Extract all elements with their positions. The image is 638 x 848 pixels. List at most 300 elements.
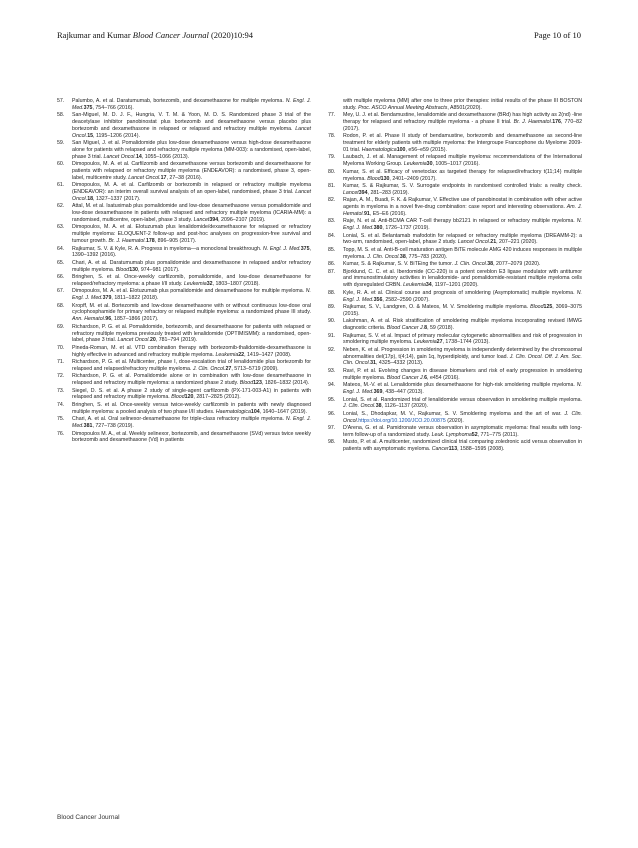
reference-number: 97. xyxy=(328,425,336,432)
reference-text xyxy=(343,439,582,453)
reference-body: Palumbo, A. et al. Daratumumab, bortezomib, and dexamethasone for multiple myeloma. xyxy=(72,98,286,104)
reference-item xyxy=(328,247,582,261)
reference-body: with multiple myeloma (MM) after one to three prior therapies: initial results of the phase III BOSTON study. xyxy=(343,98,582,111)
reference-text xyxy=(343,318,582,332)
reference-item xyxy=(328,154,582,168)
reference-pages: , 2817–2825 (2012). xyxy=(193,394,241,401)
reference-number: 61. xyxy=(57,182,65,189)
reference-journal: J. Clin. Oncol. xyxy=(192,365,226,372)
reference-volume: 113 xyxy=(448,446,458,453)
reference-body: Kumar, S. et al. Efficacy of venetoclax as targeted therapy for relapsed/refractory t(11;14) multiple myeloma. xyxy=(343,168,582,182)
reference-journal: Lancet Oncol. xyxy=(72,125,311,139)
reference-item xyxy=(57,182,311,202)
reference-number: 64. xyxy=(57,245,65,252)
reference-pages: , 2096–2107 (2019). xyxy=(218,216,266,223)
reference-text xyxy=(72,402,311,416)
reference-text xyxy=(343,382,582,396)
reference-number: 80. xyxy=(328,168,336,175)
reference-volume: 369 xyxy=(373,389,383,396)
reference-journal: Ann. Hematol. xyxy=(72,316,106,323)
reference-text xyxy=(343,112,582,132)
reference-journal: Blood Cancer J. xyxy=(386,374,425,381)
reference-volume: 104 xyxy=(250,408,260,415)
reference-item xyxy=(328,133,582,153)
reference-pages: , e454 (2016). xyxy=(427,374,460,381)
reference-volume: 379 xyxy=(102,295,112,302)
reference-body: Rodon, P. et al. Phase II study of bendamustine, bortezomib and dexamethasone as second-line treatment for elderly patients with multiple myeloma: the Intergroupe Francophone du Myelome 2009-01 trial. xyxy=(343,133,582,153)
reference-journal: N. Engl. J. Med. xyxy=(72,416,311,430)
reference-text xyxy=(343,368,582,382)
reference-volume: 38 xyxy=(375,403,382,410)
reference-text xyxy=(343,290,582,304)
reference-text xyxy=(72,324,311,344)
reference-journal: Lancet Oncol. xyxy=(103,153,136,160)
reference-item xyxy=(57,288,311,302)
reference-body: Lonial, S. et al. Belantamab mafodotin for relapsed or refractory multiple myeloma (DREAMM-2): a two-arm, randomised, open-label, phase 2 study. xyxy=(343,232,582,246)
reference-item xyxy=(57,203,311,223)
reference-volume: 30 xyxy=(426,161,433,168)
reference-pages: , 1390–1392 (2016). xyxy=(72,245,311,259)
reference-volume: 21 xyxy=(490,239,497,246)
reference-journal: Blood xyxy=(530,304,544,311)
reference-number: 71. xyxy=(57,359,65,366)
reference-journal: J. Clin. Oncol. xyxy=(367,253,400,260)
reference-body: Dimopoulos, M. A. et al. Elotuzumab plus pomalidomide and dexamethasone for multiple myeloma. xyxy=(72,288,306,295)
reference-text xyxy=(72,98,311,112)
reference-volume: 27 xyxy=(225,365,232,372)
reference-number: 62. xyxy=(57,203,65,210)
reference-body: Pineda-Roman, M. et al. VTD combination therapy with bortezomib-thalidomide-dexamethasone is highly effective in advanced and refractory multiple myeloma. xyxy=(72,344,311,358)
reference-pages: , 2077–2079 (2020). xyxy=(493,261,541,268)
reference-body: Attal, M. et al. Isatuximab plus pomalidomide and low-dose dexamethasone versus pomalidomide and low-dose dexamethasone in patients with relapsed and refractory multiple myeloma (ICARIA-MM): a randomised, multicentre, open-label, phase 3 study. xyxy=(72,203,311,223)
reference-item xyxy=(328,169,582,183)
reference-body: Richardson, P. G. et al. Pomalidomide, bortezomib, and dexamethasone for patients with relapsed or refractory multiple myeloma previously treated with lenalidomide (OPTIMISMM): a randomised, open-label, phase 3 trial. xyxy=(72,323,311,344)
reference-number: 86. xyxy=(328,261,336,268)
reference-journal: Br. J. Haematol. xyxy=(108,238,146,245)
reference-pages: , 1811–1822 (2018). xyxy=(111,295,159,302)
running-head-journal: Blood Cancer Journal xyxy=(132,30,209,40)
reference-pages: , 207–221 (2020). xyxy=(496,239,538,246)
reference-number: 69. xyxy=(57,323,65,330)
reference-volume: 34 xyxy=(425,282,432,289)
reference-body: Bringhen, S. et al. Once-weekly carfilzomib, pomalidomide, and low-dose dexamethasone for relapsed/refractory myeloma: a phase I/II study. xyxy=(72,274,311,287)
reference-pages: , 4325–4332 (2013). xyxy=(375,360,424,367)
reference-volume: 375 xyxy=(83,104,93,111)
reference-number: 93. xyxy=(328,367,336,374)
reference-number: 85. xyxy=(328,246,336,253)
reference-doi-link[interactable]: https://doi.org/10.1200/JCO.20.00875 xyxy=(358,417,446,424)
reference-volume: 100 xyxy=(396,146,406,153)
reference-number: 90. xyxy=(328,318,336,325)
reference-pages: , 1803–1807 (2018). xyxy=(212,280,260,287)
reference-journal: Lancet Oncol. xyxy=(117,337,150,344)
reference-item xyxy=(57,345,311,359)
reference-number: 94. xyxy=(328,382,336,389)
reference-volume: 394 xyxy=(209,216,219,223)
reference-number: 63. xyxy=(57,224,65,231)
reference-volume: 8 xyxy=(424,325,428,332)
reference-body: Richardson, P. G. et al. Pomalidomide alone or in combination with low-dose dexamethasone in relapsed and refractory multiple myeloma: a randomized phase 2 study. xyxy=(72,373,311,387)
reference-body: Rajkumar, S. V., Landgren, O. & Mateos, M. V. Smoldering multiple myeloma. xyxy=(343,304,531,311)
reference-item xyxy=(328,382,582,396)
reference-number: 88. xyxy=(328,289,336,296)
running-head-citation: (2020)10:94 xyxy=(208,30,253,40)
reference-pages: , 1738–1744 (2013). xyxy=(442,339,490,346)
reference-item xyxy=(57,260,311,274)
reference-volume: 381 xyxy=(83,423,93,430)
reference-volume: 130 xyxy=(380,175,390,182)
references-section xyxy=(57,98,582,813)
reference-body: Neben, K. et al. Progression in smoldering myeloma is independently determined by the chromosomal abnormalities del(17p), t(4;14), gain 1q, hyperdiploidy, and tumor load. xyxy=(343,346,582,360)
reference-number: 79. xyxy=(328,154,336,161)
reference-text xyxy=(72,359,311,373)
reference-volume: 38 xyxy=(487,261,494,268)
reference-pages: , 727–738 (2019). xyxy=(92,423,134,430)
reference-item xyxy=(328,269,582,289)
reference-pages: , 59 (2018). xyxy=(427,325,454,332)
page-footer: Blood Cancer Journal xyxy=(57,814,120,821)
reference-body: Siegel, D. S. et al. A phase 2 study of single-agent carfilzomib (PX-171-003-A1) in patients with relapsed and refractory multiple myeloma. xyxy=(72,387,311,401)
reference-body: Kumar, S. & Rajkumar, S. V. Surrogate endpoints in randomised controlled trials: a reality check. xyxy=(343,183,582,189)
reference-journal: Haematologica xyxy=(215,408,251,415)
reference-body: Bringhen, S. et al. Once-weekly versus twice-weekly carfilzomib in patients with newly diagnosed multiple myeloma: a pooled analysis of two phase I/II studies. xyxy=(72,401,311,415)
reference-item xyxy=(328,411,582,425)
reference-number: 60. xyxy=(57,161,65,168)
reference-pages: , 775–783 (2020). xyxy=(405,253,448,260)
reference-text xyxy=(72,112,311,139)
reference-journal: Lancet Oncol. xyxy=(457,239,491,246)
reference-volume: 22 xyxy=(238,351,245,358)
running-head xyxy=(57,30,253,40)
reference-item xyxy=(328,197,582,217)
reference-journal: Leukemia xyxy=(183,280,207,287)
reference-number: 91. xyxy=(328,332,336,339)
reference-body: Kumar, S. & Rajkumar, S. V. BiTEing the tumor. xyxy=(343,261,455,268)
reference-body: Mey, U. J. et al. Bendamustine, lenalidomide and dexamethasone (BRd) has high activity as 2(nd) -line therapy for relapsed and refractory multiple myeloma - a phase II trial. xyxy=(343,112,582,126)
reference-journal: Lancet Oncol. xyxy=(128,174,161,181)
reference-journal: Blood xyxy=(239,380,254,387)
reference-volume: 375 xyxy=(300,245,310,252)
reference-journal: Leukemia xyxy=(403,161,427,168)
reference-text xyxy=(343,233,582,247)
reference-text xyxy=(72,345,311,359)
reference-number: 67. xyxy=(57,288,65,295)
reference-text xyxy=(72,140,311,160)
reference-journal: J. Clin. Oncol. Off. J. Am. Soc. Clin. Oncol. xyxy=(343,353,582,367)
reference-number: 74. xyxy=(57,401,65,408)
reference-journal: Lancet Oncol. xyxy=(72,189,311,202)
reference-pages: , 754–766 (2016). xyxy=(92,104,134,111)
reference-text xyxy=(343,333,582,347)
reference-number: 59. xyxy=(57,140,65,147)
reference-item xyxy=(57,161,311,181)
reference-volume: 17 xyxy=(160,174,167,181)
reference-item xyxy=(57,324,311,344)
reference-journal: N. Engl. J. Med. xyxy=(263,245,301,252)
reference-journal: N. Engl. J. Med. xyxy=(343,289,582,303)
reference-item xyxy=(328,233,582,247)
reference-journal: N. Engl. J. Med. xyxy=(72,288,311,302)
reference-text xyxy=(72,274,311,288)
reference-item xyxy=(328,304,582,318)
reference-column-right xyxy=(328,98,582,454)
reference-item xyxy=(328,397,582,411)
reference-journal: N. Engl. J. Med. xyxy=(343,382,582,396)
reference-pages: , e56–e59 (2015). xyxy=(405,146,447,153)
reference-text xyxy=(72,303,311,323)
reference-text xyxy=(72,431,311,445)
reference-text xyxy=(343,98,582,112)
reference-year: (2020). xyxy=(445,417,464,424)
reference-pages: , 1126–1137 (2020). xyxy=(381,403,429,410)
reference-item xyxy=(57,246,311,260)
reference-number: 87. xyxy=(328,268,336,275)
reference-number: 77. xyxy=(328,112,336,119)
reference-body: Bjorklund, C. C. et al. Iberdomide (CC-220) is a potent cereblon E3 ligase modulator with antitumor and immunostimulatory activities in lenalidomide- and pomalidomide-resistant multiple myeloma cells with dysregulated CRBN. xyxy=(343,268,582,289)
reference-pages: , 1640–1647 (2019). xyxy=(259,408,307,415)
reference-volume: 394 xyxy=(358,189,368,196)
reference-volume: 176 xyxy=(552,119,561,126)
reference-item xyxy=(328,368,582,382)
reference-pages: , 1005–1017 (2016). xyxy=(432,161,480,168)
reference-pages: , 771–775 (2011). xyxy=(477,431,519,438)
reference-text xyxy=(72,388,311,402)
reference-pages: , 1195–1206 (2014). xyxy=(93,132,140,139)
reference-volume: 96 xyxy=(105,316,112,323)
reference-body: Dimopoulos, M. A. et al. Carfilzomib or bortezomib in relapsed or refractory multiple myeloma (ENDEAVOR): an interim overall survival analysis of an open-label, randomised, phase 3 trial. xyxy=(72,182,311,196)
reference-journal: Blood xyxy=(115,266,130,273)
reference-journal: J. Clin. Oncol. xyxy=(343,403,376,410)
reference-volume: 18 xyxy=(87,195,94,202)
reference-number: 84. xyxy=(328,232,336,239)
reference-text xyxy=(343,247,582,261)
reference-item xyxy=(57,373,311,387)
reference-item xyxy=(328,425,582,439)
reference-text xyxy=(343,347,582,367)
reference-body: Topp, M. S. et al. Anti-B-cell maturation antigen BiTE molecule AMG 420 induces responses in multiple myeloma. xyxy=(343,246,582,260)
reference-number: 89. xyxy=(328,304,336,311)
reference-item xyxy=(328,98,582,112)
reference-text xyxy=(72,288,311,302)
reference-volume: 380 xyxy=(373,225,383,232)
reference-item xyxy=(57,224,311,244)
reference-number: 98. xyxy=(328,439,336,446)
page-header xyxy=(57,30,581,44)
reference-body: Dimopoulos M. A., et al. Weekly selinexor, bortezomib, and dexamethasone (SVd) versus twice weekly bortezomib and dexamethasone (Vd) in patients xyxy=(72,430,311,444)
reference-pages: , 1419–1427 (2008). xyxy=(244,351,292,358)
reference-body: Rajkumar, S. V. et al. Impact of primary molecular cytogenetic abnormalities and risk of progression in smoldering multiple myeloma. xyxy=(343,332,582,346)
reference-text xyxy=(72,182,311,202)
reference-number xyxy=(328,98,343,112)
reference-pages: , A8501(2020). xyxy=(447,104,482,111)
reference-journal: Leuk. Lymphoma xyxy=(431,431,472,438)
reference-item xyxy=(328,112,582,132)
reference-number: 92. xyxy=(328,346,336,353)
reference-volume: 120 xyxy=(184,394,194,401)
reference-volume: 123 xyxy=(253,380,262,387)
reference-volume: 32 xyxy=(206,280,213,287)
reference-body: Kropff, M. et al. Bortezomib and low-dose dexamethasone with or without continuous low-dose oral cyclophosphamide for primary refractory or relapsed multiple myeloma: a randomized phase III study. xyxy=(72,302,311,316)
reference-pages: , 27–38 (2016). xyxy=(166,174,203,181)
reference-volume: 14 xyxy=(135,153,142,160)
reference-pages: , E5–E6 (2016). xyxy=(369,210,407,217)
reference-pages: , 2582–2590 (2007). xyxy=(382,296,430,303)
reference-item xyxy=(328,333,582,347)
reference-item xyxy=(328,318,582,332)
reference-journal: N. Engl. J. Med. xyxy=(343,218,582,232)
reference-journal: Cancer xyxy=(431,446,449,453)
reference-item xyxy=(328,439,582,453)
reference-pages: , 781–794 (2019). xyxy=(155,337,198,344)
reference-item xyxy=(328,218,582,232)
reference-text xyxy=(343,261,582,268)
reference-volume: 20 xyxy=(149,337,156,344)
reference-volume: 91 xyxy=(364,210,370,217)
reference-number: 76. xyxy=(57,430,65,437)
reference-journal: Blood Cancer J. xyxy=(386,325,425,332)
reference-text xyxy=(343,133,582,153)
reference-body: Chari, A. et al. Oral selinexor-dexamethasone for triple-class refractory multiple myeloma. xyxy=(72,416,286,423)
reference-body: Dimopoulos, M. A. et al. Carfilzomib and dexamethasone versus bortezomib and dexamethasone for patients with relapsed or refractory multiple myeloma (ENDEAVOR): a randomised, phase 3, open-label, multicentre study. xyxy=(72,161,311,181)
reference-body: San-Miguel, M. D. J. F., Hungria, V. T. M. & Yoon, M. D. S. Randomized phase 3 trial of the deacetylase inhibitor panobinostat plus bortezomib and dexamethasone versus placebo plus bortezomib and dexamethasone in relapsed or relapsed and refractory multiple myeloma. xyxy=(72,112,311,132)
reference-number: 68. xyxy=(57,302,65,309)
reference-body: Rajan, A. M., Buadi, F. K. & Rajkumar, V. Effective use of panobinostat in combination with other active agents in myeloma in a novel five-drug combination: case report and interesting observations. xyxy=(343,197,582,211)
reference-item xyxy=(328,261,582,268)
reference-number: 65. xyxy=(57,259,65,266)
reference-text xyxy=(343,154,582,168)
reference-number: 81. xyxy=(328,183,336,189)
reference-journal: Haematologica xyxy=(361,146,397,153)
reference-journal: Leukemia xyxy=(403,282,426,289)
reference-text xyxy=(72,224,311,244)
reference-volume: 178 xyxy=(145,238,155,245)
reference-number: 72. xyxy=(57,373,65,380)
reference-pages: , 1327–1337 (2017). xyxy=(93,195,141,202)
reference-number: 82. xyxy=(328,197,336,204)
reference-pages: , 896–905 (2017). xyxy=(154,238,197,245)
reference-text xyxy=(343,269,582,289)
reference-volume: 356 xyxy=(373,296,383,303)
reference-item xyxy=(57,388,311,402)
reference-text xyxy=(72,246,311,260)
reference-text xyxy=(343,197,582,217)
reference-journal: N. Engl. J. Med. xyxy=(72,98,312,111)
reference-journal: Leukemia xyxy=(215,351,239,358)
reference-item xyxy=(328,347,582,367)
reference-volume: 6 xyxy=(424,374,428,381)
reference-text xyxy=(343,169,582,183)
reference-number: 58. xyxy=(57,112,65,119)
reference-column-left xyxy=(57,98,311,445)
reference-item xyxy=(57,359,311,373)
reference-body: Rajkumar, S. V. & Kyle, R. A. Progress in myeloma—a monoclonal breakthrough. xyxy=(72,245,264,252)
reference-volume: 27 xyxy=(436,339,443,346)
reference-item xyxy=(57,112,311,139)
reference-text xyxy=(72,373,311,387)
reference-body: D'Arena, G. et al. Pamidronate versus observation in asymptomatic myeloma: final results with long-term follow-up of a randomized study. xyxy=(343,425,582,438)
reference-number: 66. xyxy=(57,274,65,281)
reference-pages: , 1857–1866 (2017). xyxy=(111,316,159,323)
reference-pages: , 974–981 (2017). xyxy=(137,266,180,273)
reference-text xyxy=(72,161,311,181)
reference-number: 78. xyxy=(328,133,336,140)
reference-volume: 52 xyxy=(471,431,478,438)
reference-body: Dimopoulos, M. A. et al. Elotuzumab plus lenalidomide/dexamethasone for relapsed or refractory multiple myeloma: ELOQUENT-2 follow-up and post-hoc analyses on progression-free survival and tumour growth. xyxy=(72,224,311,245)
reference-pages: , 1588–1595 (2008). xyxy=(457,446,505,453)
page-number: Page 10 of 10 xyxy=(534,30,581,40)
reference-volume: 125 xyxy=(543,304,553,311)
reference-pages: , 770–82 (2017). xyxy=(343,119,583,132)
reference-pages: , 1055–1066 (2013). xyxy=(141,153,190,160)
reference-number: 70. xyxy=(57,344,65,351)
reference-pages: , 1826–1832 (2014). xyxy=(261,380,310,387)
reference-text xyxy=(343,397,582,411)
reference-item xyxy=(57,274,311,288)
reference-body: Musto, P. et al. A multicenter, randomized clinical trial comparing zoledronic acid versus observation in patients with asymptomatic myeloma. xyxy=(343,439,582,453)
reference-pages: , 3069–3075 (2015). xyxy=(343,304,582,317)
reference-body: Lakshman, A. et al. Risk stratification of smoldering multiple myeloma incorporating revised IMWG diagnostic criteria. xyxy=(343,318,582,332)
reference-text xyxy=(343,425,582,439)
reference-text xyxy=(343,218,582,232)
reference-item xyxy=(57,416,311,430)
reference-journal: Blood xyxy=(171,394,185,401)
reference-text xyxy=(72,260,311,274)
reference-item xyxy=(57,431,311,445)
reference-body: Lonial, S., Dhodapkar, M. V., Rajkumar, S. V. Smoldering myeloma and the art of war. xyxy=(343,410,565,417)
reference-journal: Lancet xyxy=(343,189,359,196)
reference-number: 73. xyxy=(57,387,65,394)
reference-pages: , 2401–2409 (2017). xyxy=(389,175,437,182)
reference-text xyxy=(343,411,582,425)
reference-item xyxy=(57,140,311,160)
reference-journal: Lancet xyxy=(193,216,210,223)
reference-body: Kyle, R. A. et al. Clinical course and prognosis of smoldering (Asymptomatic) multiple myeloma. xyxy=(343,289,577,296)
reference-body: Ravi, P. et al. Evolving changes in disease biomarkers and risk of early progression in smoldering multiple myeloma. xyxy=(343,367,582,381)
reference-pages: , 5713–5719 (2009). xyxy=(231,365,279,372)
reference-body: Raje, N. et al. Anti-BCMA CAR T-cell therapy bb2121 in relapsed or refractory multiple myeloma. xyxy=(343,218,577,225)
reference-journal: J. Clin. Oncol. xyxy=(454,261,488,268)
reference-body: Laubach, J. et al. Management of relapsed multiple myeloma: recommendations of the International Myeloma Working Group. xyxy=(343,154,582,168)
reference-item xyxy=(57,303,311,323)
reference-text xyxy=(343,183,582,197)
reference-volume: 15 xyxy=(87,132,94,139)
reference-body: San Miguel, J. et al. Pomalidomide plus low-dose dexamethasone versus high-dose dexamethasone alone for patients with relapsed and refractory multiple myeloma (MM-003): a randomised, open-label, phase 3 trial. xyxy=(72,140,311,160)
reference-number: 83. xyxy=(328,218,336,225)
reference-body: Richardson, P. G. et al. Multicenter, phase I, dose-escalation trial of lenalidomide plus bortezomib for relapsed and relapsed/refractory multiple myeloma. xyxy=(72,359,311,372)
reference-volume: 130 xyxy=(129,266,138,273)
reference-text xyxy=(72,203,311,223)
reference-number: 96. xyxy=(328,410,336,417)
reference-text xyxy=(343,304,582,318)
reference-journal: Leukemia xyxy=(413,339,437,346)
running-head-authors: Rajkumar and Kumar xyxy=(57,30,131,40)
reference-journal: Proc. ASCO Annual Meeting Abstracts xyxy=(358,104,448,111)
reference-number: 57. xyxy=(57,98,65,104)
reference-text xyxy=(72,416,311,430)
reference-item xyxy=(57,402,311,416)
reference-pages: , 281–283 (2019). xyxy=(367,189,409,196)
reference-volume: 38 xyxy=(399,253,406,260)
reference-volume: 31 xyxy=(370,360,376,367)
reference-body: Lonial, S. et al. Randomized trial of lenalidomide versus observation in smoldering multiple myeloma. xyxy=(343,396,582,403)
reference-pages: , 1197–1201 (2020). xyxy=(431,282,479,289)
reference-item xyxy=(328,183,582,197)
reference-journal: Am. J. Hematol. xyxy=(343,204,582,217)
reference-pages: , 1726–1737 (2019). xyxy=(382,225,430,232)
reference-number: 95. xyxy=(328,396,336,403)
reference-item xyxy=(328,290,582,304)
reference-journal: Blood xyxy=(367,175,381,182)
